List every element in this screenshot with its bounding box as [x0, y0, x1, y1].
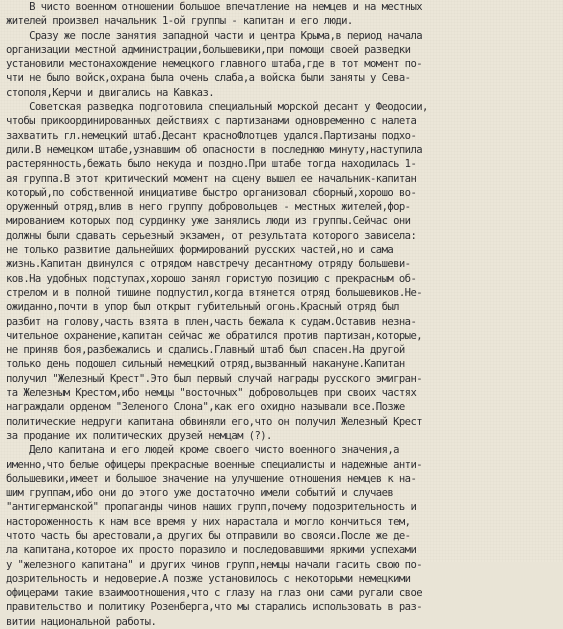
text-line: организации местной администрации,большевики,при помощи своей разведки [6, 43, 411, 56]
text-line: стополя,Керчи и двигались на Кавказ. [6, 86, 215, 99]
text-line: шим группам,ибо они до этого уже достаточно имели событий и случаев [6, 487, 394, 500]
text-line: правительство и политику Розенберга,что мы старались использовать в раз- [6, 601, 423, 614]
text-line: который,по собственной инициативе быстро организовал сборный,хорошо во- [6, 186, 417, 199]
text-line: ая группа.В этот критический момент на сцену вышел ее начальник-капитан [6, 172, 417, 185]
text-line: В чисто военном отношении большое впечатление на немцев и на местных [6, 1, 423, 13]
text-line: получил "Железный Крест".Это был первый случай награды русского эмигран- [6, 372, 423, 385]
text-line: большевики,имеет и большое значение на улучшение отношения немцев к на- [6, 472, 417, 485]
text-line: витии национальной работы. [6, 615, 157, 628]
text-line: "антигерманской" пропаганды чинов наших групп,почему подозрительность и [6, 501, 417, 514]
text-line: стрелом и в полной тишине подпустил,когда втянется отряд большевиков.Не- [6, 286, 423, 299]
text-line: не приняв боя,разбежались и сдались.Главный штаб был спасен.На другой [6, 344, 405, 357]
text-line: Дело капитана и его людей кроме своего чисто военного значения,а [6, 444, 399, 457]
text-line: настороженность к нам все время у них нарастала и могло кончиться тем, [6, 515, 411, 528]
text-line: офицерами такие взаимоотношения,что с глазу на глаз они сами ругали свое [6, 587, 423, 600]
text-line: растерянность,бежать было некуда и поздно.При штабе тогда находилась 1- [6, 158, 417, 171]
text-line: ков.На удобных подступах,хорошо занял гористую позицию с прекрасным об- [6, 272, 417, 285]
text-line: установили местонахождение немецкого главного штаба,где в тот момент по- [6, 58, 423, 71]
text-line: чительное охранение,капитан сейчас же обратился против партизан,которые, [6, 329, 423, 342]
text-line: ла капитана,которое их просто поразило и последовавшими яркими успехами [6, 544, 417, 557]
text-line: чтото часть бы арестовали,а других бы отправили во свояси.После же де- [6, 529, 411, 542]
text-line: Сразу же после занятия западной части и центра Крыма,в период начала [6, 29, 423, 42]
text-line: должны были сдавать серьезный экзамен, от результата которого зависела: [6, 229, 417, 242]
text-line: именно,что белые офицеры прекрасные военные специалисты и надежные анти- [6, 458, 423, 471]
text-line: захватить гл.немецкий штаб.Десант красноФлотцев удался.Партизаны подхо- [6, 129, 417, 142]
text-line: не только развитие дальнейших формирований русских частей,но и сама [6, 244, 394, 257]
text-line: у "железного капитана" и других чинов групп,немцы начали гасить свою по- [6, 558, 423, 571]
document-body [6, 0, 559, 629]
text-line: дозрительность и недоверие.А позже установилось с некоторыми немецкими [6, 572, 411, 585]
text-line: оруженный отряд,влив в него группу добровольцев - местных жителей,фор- [6, 201, 411, 214]
text-line: разбит на голову,часть взята в плен,часть бежала к судам.Оставив незна- [6, 315, 417, 328]
text-line: за продание их политических друзей немцам (?). [6, 429, 272, 442]
text-line: дили.В немецком штабе,узнавшим об опасности в последнюю минуту,наступила [6, 143, 423, 156]
text-line: только день подошел сильный немецкий отряд,вызванный накануне.Капитан [6, 358, 405, 371]
text-line: мированием которых под сурдинку уже занялись люди из группы.Сейчас они [6, 215, 411, 228]
text-line: чтобы прикоординированных действиях с партизанами одновременно с налета [6, 115, 417, 128]
text-line: ожиданно,почти в упор был открыт губительный огонь.Красный отряд был [6, 301, 399, 314]
text-line: награждали орденом "Зеленого Слона",как его охидно называли все.Позже [6, 401, 405, 414]
text-line: чти не было войск,охрана была очень слаба,а войска были заняты у Сева- [6, 72, 411, 85]
text-line: политические недруги капитана обвиняли его,что он получил Железный Крест [6, 415, 423, 428]
text-line: Советская разведка подготовила специальный морской десант у Феодосии, [6, 101, 428, 114]
text-line: та Железным Крестом,ибо немцы "восточных" добровольцев при своих частях [6, 387, 417, 400]
text-line: жизнь.Капитан двинулся с отрядом навстречу десантному отряду большеви- [6, 258, 411, 271]
text-line: жителей произвел начальник 1-ой группы - капитан и его люди. [6, 15, 353, 28]
